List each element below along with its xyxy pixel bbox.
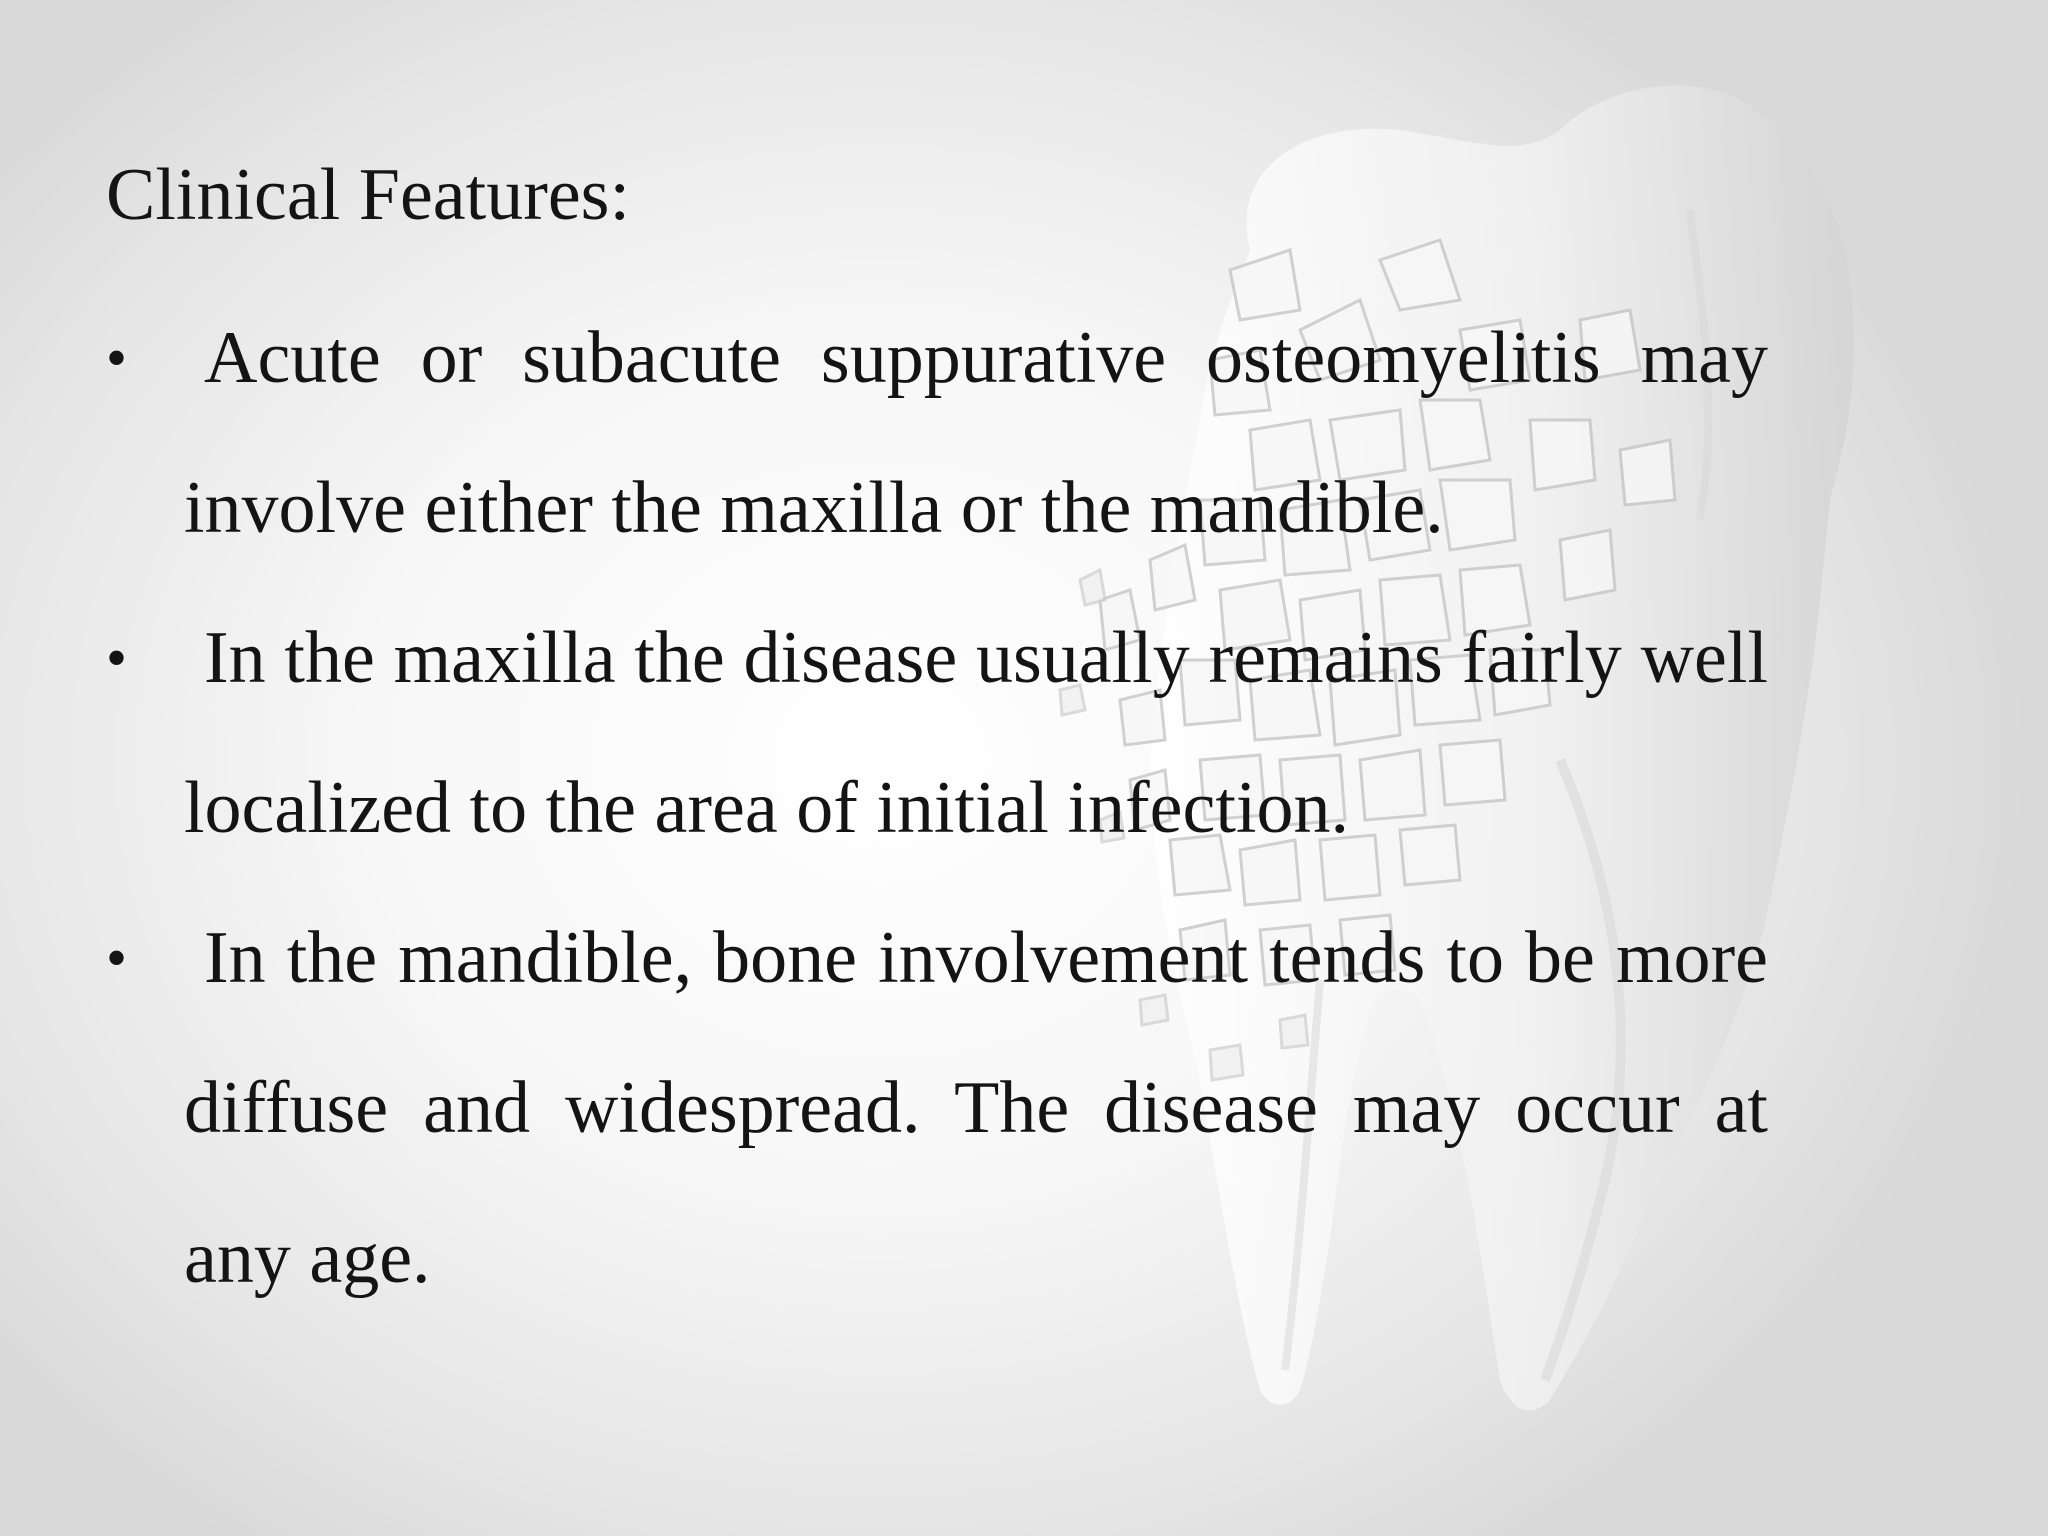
bullet-text: Acute or subacute suppurative osteomyelitis may involve either the maxilla or the mandible.	[184, 317, 1768, 549]
slide-title: Clinical Features:	[106, 154, 631, 236]
bullet-text: In the maxilla the disease usually remains fairly well localized to the area of initial infection.	[184, 617, 1768, 849]
bullet-marker: •	[106, 325, 128, 391]
bullet-text: In the mandible, bone involvement tends to be more diffuse and widespread. The disease may occur at any age.	[184, 917, 1768, 1299]
bullet-marker: •	[106, 925, 128, 991]
bullet-marker: •	[106, 625, 128, 691]
